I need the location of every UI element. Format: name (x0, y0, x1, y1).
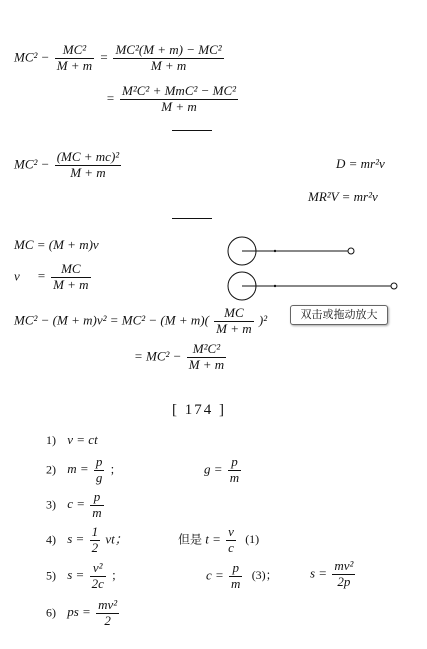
numerator: MC² (55, 43, 95, 59)
denominator: M + m (56, 57, 93, 73)
numerator: 1 (91, 524, 99, 539)
denominator: M + m (188, 356, 225, 372)
denominator: 2p (337, 573, 351, 589)
equation-line-3 (14, 150, 123, 181)
note-text: 但是 (178, 532, 203, 547)
list-item-right (178, 525, 259, 556)
equation-line-1 (14, 43, 226, 74)
equation-line-2 (106, 84, 240, 115)
fraction (113, 43, 223, 74)
separator-rule (172, 130, 212, 131)
equation-line-4: MR²V = mr²v (308, 189, 378, 204)
term: = MC² − (134, 348, 182, 364)
numerator: MC²(M + m) − MC² (115, 42, 222, 57)
denominator: M + m (70, 164, 106, 180)
expression: t = (205, 531, 221, 547)
denominator: M + m (53, 276, 89, 292)
disc-diagram-svg (226, 234, 406, 304)
denominator: m (229, 469, 240, 485)
expression: c = (67, 496, 86, 512)
operator: − (40, 156, 50, 172)
numerator: M²C² (187, 342, 227, 358)
circle-with-line-icon (228, 237, 354, 265)
fraction (228, 455, 241, 486)
equation-line-7 (14, 306, 267, 337)
fraction (94, 455, 105, 486)
list-item-right (204, 455, 243, 486)
item-number: 1) (46, 433, 56, 447)
expression: g = (204, 461, 223, 477)
list-item (46, 455, 122, 486)
equation-ref: (1) (245, 532, 260, 547)
denominator: M + m (216, 320, 252, 336)
list-item (46, 525, 128, 556)
expression: vt； (105, 531, 128, 547)
expression: c = (206, 567, 224, 583)
fraction (51, 262, 91, 293)
expression: s = (67, 567, 85, 583)
term: MC² (14, 49, 38, 65)
numerator: MC (51, 262, 91, 278)
fraction (96, 598, 119, 629)
fraction (214, 306, 254, 337)
denominator: M + m (161, 98, 197, 114)
numerator: mv² (334, 558, 354, 573)
operator: = (106, 90, 115, 106)
equation-line-8 (134, 342, 228, 373)
term: )² (258, 312, 268, 328)
operator: − (40, 49, 50, 65)
item-number: 3) (46, 497, 56, 512)
disc-diagram (226, 234, 406, 304)
list-item (46, 433, 98, 446)
equation-line-6 (14, 262, 93, 293)
fraction (90, 490, 103, 521)
expression: s = (310, 565, 328, 581)
numerator: MC (214, 306, 254, 322)
denominator: g (95, 469, 103, 485)
item-number: 6) (46, 605, 56, 620)
list-item-right (310, 559, 357, 590)
denominator: M + m (150, 57, 187, 73)
item-number: 4) (46, 532, 56, 547)
item-number: 5) (46, 568, 56, 583)
numerator: p (90, 490, 103, 506)
list-item (46, 490, 106, 521)
numerator: p (229, 561, 242, 577)
denominator: 2 (91, 539, 99, 555)
numerator: v² (90, 561, 106, 577)
separator: ； (111, 568, 124, 583)
equation-ref: (3)； (251, 568, 278, 583)
denominator: m (92, 504, 102, 520)
numerator: (MC + mc)² (56, 149, 120, 164)
denominator: 2 (104, 612, 111, 628)
separator: ； (109, 462, 122, 477)
operator: = (99, 49, 109, 65)
expression: s = (67, 531, 85, 547)
expression: ps = (67, 604, 91, 620)
item-number: 2) (46, 462, 56, 477)
operator: = (37, 268, 46, 284)
fraction (55, 43, 95, 74)
fraction (332, 559, 355, 590)
denominator: 2c (91, 575, 104, 591)
fraction (120, 84, 238, 115)
expression: v = ct (67, 432, 98, 447)
denominator: c (228, 539, 234, 555)
term: v (14, 268, 20, 284)
numerator: mv² (98, 597, 118, 612)
fraction (229, 561, 242, 592)
expression: m = (67, 461, 89, 477)
numerator: p (95, 454, 103, 469)
list-item (46, 561, 123, 592)
equation-line-5: MC = (M + m)v (14, 237, 99, 252)
page-number: [ 174 ] (172, 402, 226, 418)
fraction (55, 150, 122, 181)
zoom-hint-tooltip[interactable]: 双击或拖动放大 (290, 305, 388, 325)
equation-line-3-right: D = mr²v (336, 156, 385, 171)
fraction (226, 525, 236, 556)
fraction (90, 561, 106, 592)
denominator: m (231, 575, 241, 591)
numerator: M²C² + MmC² − MC² (122, 83, 237, 98)
term: MC² (14, 156, 38, 172)
list-item (46, 598, 121, 629)
circle-with-line-icon (228, 272, 397, 300)
list-item-middle (206, 561, 278, 592)
numerator: v (228, 524, 234, 539)
numerator: p (228, 455, 241, 471)
fraction (187, 342, 227, 373)
term: MC² − (M + m)v² = MC² − (M + m)( (14, 312, 209, 328)
fraction (90, 525, 101, 556)
separator-rule (172, 218, 212, 219)
